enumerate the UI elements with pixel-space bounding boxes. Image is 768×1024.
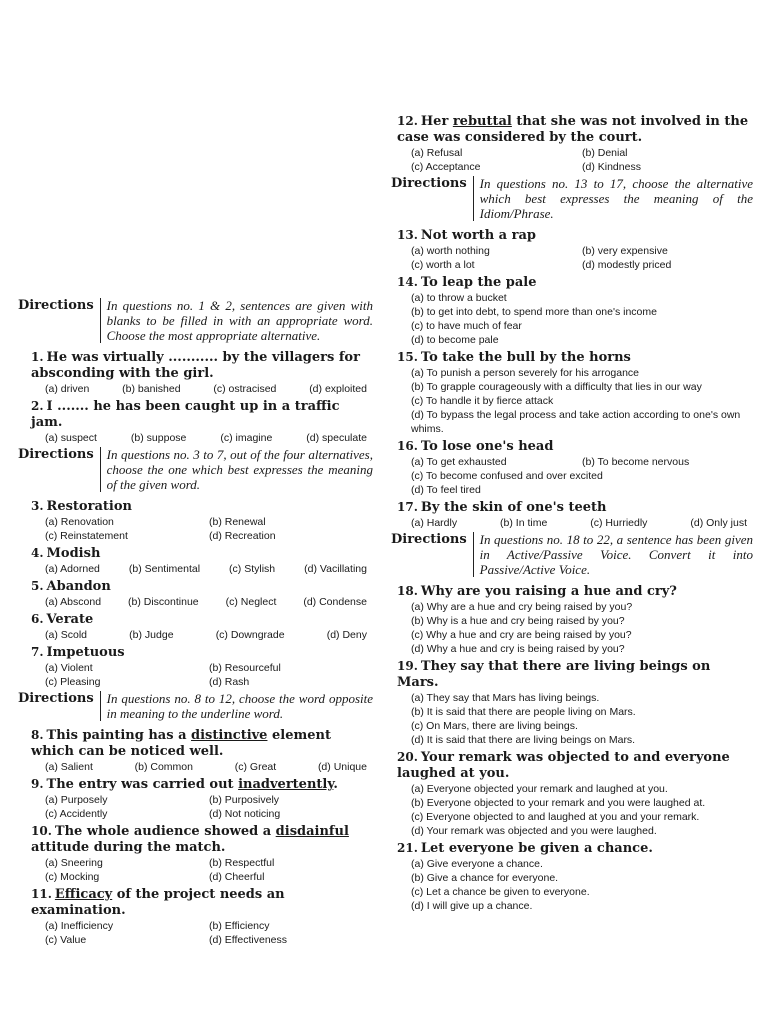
underlined-word: inadvertently (238, 777, 334, 792)
option: (b) Renewal (209, 516, 266, 528)
option: (c) Everyone objected to and laughed at you and your remark. (411, 811, 700, 823)
option: (d) Unique (317, 761, 367, 773)
question-14 (391, 274, 753, 347)
underlined-word: distinctive (191, 728, 268, 743)
directions-1-2 (18, 298, 373, 343)
question-4 (18, 545, 373, 576)
question-18 (391, 583, 753, 656)
directions-18-22 (391, 532, 753, 577)
directions-text: In questions no. 1 & 2, sentences are given with blanks to be filled in with an appropriate word. Choose the most appropriate alternative. (100, 298, 373, 343)
question-7 (18, 644, 373, 689)
question-10 (18, 823, 373, 884)
option: (c) to have much of fear (411, 320, 522, 332)
directions-text: In questions no. 3 to 7, out of the four alternatives, choose the one which best expresses the meaning of the given word. (100, 447, 373, 492)
directions-label: Directions (18, 298, 94, 313)
option: (c) Neglect (225, 596, 277, 608)
question-number: 14. (397, 275, 418, 289)
question-number: 9. (31, 777, 44, 791)
option: (b) suppose (130, 432, 187, 444)
question-number: 3. (31, 499, 44, 513)
option: (d) To feel tired (411, 484, 481, 496)
option: (c) Stylish (229, 563, 276, 575)
question-text: They say that there are living beings on Mars. (397, 659, 711, 690)
option: (d) To bypass the legal process and take action according to one's own whims. (411, 409, 741, 435)
option: (c) worth a lot (411, 259, 475, 271)
option: (b) Purposively (209, 794, 280, 806)
question-6 (18, 611, 373, 642)
left-column (18, 298, 373, 949)
question-15 (391, 349, 753, 436)
option: (d) Deny (326, 629, 367, 641)
option: (c) Why a hue and cry are being raised by you? (411, 629, 632, 641)
option: (c) Mocking (45, 871, 100, 883)
option: (a) to throw a bucket (411, 292, 507, 304)
option: (b) Why is a hue and cry being raised by you? (411, 615, 625, 627)
directions-label: Directions (391, 532, 467, 547)
option: (a) suspect (45, 432, 97, 444)
question-text: Not worth a rap (420, 228, 536, 243)
option: (a) To get exhausted (411, 456, 507, 468)
option: (d) Effectiveness (209, 934, 288, 946)
option: (c) Acceptance (411, 161, 481, 173)
question-text: Your remark was objected to and everyone laughed at you. (397, 750, 730, 781)
directions-text: In questions no. 18 to 22, a sentence has been given in Active/Passive Voice. Convert it into Passive/Active Voice. (473, 532, 753, 577)
option: (b) to get into debt, to spend more than one's income (411, 306, 657, 318)
question-number: 1. (31, 350, 44, 364)
option: (d) Cheerful (209, 871, 265, 883)
option: (a) worth nothing (411, 245, 490, 257)
question-number: 21. (397, 841, 418, 855)
question-3 (18, 498, 373, 543)
question-number: 12. (397, 114, 418, 128)
option: (a) Sneering (45, 857, 103, 869)
option: (b) Everyone objected to your remark and you were laughed at. (411, 797, 706, 809)
question-text: attitude during the match. (31, 840, 226, 855)
option: (a) Violent (45, 662, 93, 674)
option: (a) Salient (45, 761, 93, 773)
option: (d) Your remark was objected and you were laughed. (411, 825, 657, 837)
option: (c) Hurriedly (590, 517, 648, 529)
question-text: By the skin of one's teeth (420, 500, 607, 515)
right-column (391, 113, 753, 915)
directions-label: Directions (18, 447, 94, 462)
question-5 (18, 578, 373, 609)
question-17 (391, 499, 753, 530)
question-number: 5. (31, 579, 44, 593)
question-text: I ....... he has been caught up in a traffic jam. (31, 399, 340, 430)
option: (b) Resourceful (209, 662, 281, 674)
directions-3-7 (18, 447, 373, 492)
option: (c) Great (234, 761, 277, 773)
option: (d) speculate (306, 432, 367, 444)
question-number: 20. (397, 750, 418, 764)
question-2 (18, 398, 373, 445)
question-text: Her (420, 114, 453, 129)
directions-8-12 (18, 691, 373, 721)
option: (d) Why a hue and cry is being raised by you? (411, 643, 625, 655)
question-number: 16. (397, 439, 418, 453)
option: (b) banished (122, 383, 181, 395)
option: (d) Not noticing (209, 808, 281, 820)
option: (c) Pleasing (45, 676, 101, 688)
question-number: 2. (31, 399, 44, 413)
option: (a) Hardly (411, 517, 458, 529)
question-text: To leap the pale (420, 275, 537, 290)
question-text: To take the bull by the horns (420, 350, 631, 365)
option: (a) Refusal (411, 147, 463, 159)
question-number: 10. (31, 824, 52, 838)
option: (c) imagine (220, 432, 273, 444)
option: (c) Reinstatement (45, 530, 128, 542)
question-number: 6. (31, 612, 44, 626)
option: (a) Adorned (45, 563, 100, 575)
question-8 (18, 727, 373, 774)
option: (d) Condense (303, 596, 367, 608)
question-16 (391, 438, 753, 497)
option: (a) Give everyone a chance. (411, 858, 543, 870)
question-20 (391, 749, 753, 838)
option: (b) Sentimental (128, 563, 201, 575)
question-text: Modish (46, 546, 101, 561)
directions-13-17 (391, 176, 753, 221)
option: (b) Judge (129, 629, 174, 641)
question-text: of the project needs an examination. (31, 887, 285, 918)
question-text: He was virtually ........... by the villagers for absconding with the girl. (31, 350, 360, 381)
option: (a) They say that Mars has living beings. (411, 692, 600, 704)
option: (d) exploited (309, 383, 367, 395)
option: (b) In time (500, 517, 548, 529)
question-number: 19. (397, 659, 418, 673)
question-21 (391, 840, 753, 913)
option: (b) To become nervous (582, 456, 690, 468)
option: (c) Value (45, 934, 87, 946)
question-text: The whole audience showed a (54, 824, 276, 839)
option: (c) Accidently (45, 808, 108, 820)
question-19 (391, 658, 753, 747)
question-text: . (333, 777, 338, 792)
question-number: 11. (31, 887, 52, 901)
question-text: Why are you raising a hue and cry? (420, 584, 677, 599)
question-text: element which can be noticed well. (31, 728, 331, 759)
question-11 (18, 886, 373, 947)
option: (b) Discontinue (128, 596, 199, 608)
question-text: Verate (46, 612, 94, 627)
option: (d) Vacillating (304, 563, 367, 575)
option: (a) Inefficiency (45, 920, 114, 932)
question-text: Restoration (46, 499, 132, 514)
question-text: Impetuous (46, 645, 125, 660)
option: (a) To punish a person severely for his arrogance (411, 367, 640, 379)
question-13 (391, 227, 753, 272)
option: (d) Only just (690, 517, 747, 529)
option: (a) driven (45, 383, 90, 395)
option: (d) Recreation (209, 530, 276, 542)
question-text: The entry was carried out (46, 777, 239, 792)
option: (b) Respectful (209, 857, 275, 869)
option: (a) Abscond (45, 596, 102, 608)
question-12 (391, 113, 753, 174)
question-text: Abandon (46, 579, 111, 594)
option: (a) Everyone objected your remark and laughed at you. (411, 783, 668, 795)
question-number: 4. (31, 546, 44, 560)
option: (d) It is said that there are living beings on Mars. (411, 734, 636, 746)
underlined-word: disdainful (275, 824, 349, 839)
underlined-word: Efficacy (54, 887, 113, 902)
option: (c) ostracised (213, 383, 277, 395)
question-text: Let everyone be given a chance. (420, 841, 653, 856)
option: (c) To handle it by fierce attack (411, 395, 554, 407)
option: (d) to become pale (411, 334, 499, 346)
option: (d) Rash (209, 676, 250, 688)
question-number: 18. (397, 584, 418, 598)
option: (a) Purposely (45, 794, 108, 806)
question-number: 8. (31, 728, 44, 742)
option: (a) Renovation (45, 516, 114, 528)
option: (c) On Mars, there are living beings. (411, 720, 578, 732)
option: (c) Let a chance be given to everyone. (411, 886, 590, 898)
option: (d) modestly priced (582, 259, 672, 271)
option: (d) Kindness (582, 161, 641, 173)
option: (b) very expensive (582, 245, 668, 257)
option: (b) It is said that there are people living on Mars. (411, 706, 636, 718)
directions-label: Directions (18, 691, 94, 706)
option: (b) To grapple courageously with a difficulty that lies in our way (411, 381, 702, 393)
question-number: 13. (397, 228, 418, 242)
option: (b) Denial (582, 147, 628, 159)
question-text: To lose one's head (420, 439, 554, 454)
underlined-word: rebuttal (452, 114, 512, 129)
directions-text: In questions no. 8 to 12, choose the word opposite in meaning to the underline word. (100, 691, 373, 721)
question-text: that she was not involved in the case was considered by the court. (397, 114, 749, 145)
option: (c) Downgrade (215, 629, 285, 641)
question-number: 17. (397, 500, 418, 514)
option: (b) Common (134, 761, 193, 773)
directions-label: Directions (391, 176, 467, 191)
question-9 (18, 776, 373, 821)
option: (d) I will give up a chance. (411, 900, 533, 912)
option: (b) Efficiency (209, 920, 270, 932)
question-text: This painting has a (46, 728, 192, 743)
question-1 (18, 349, 373, 396)
option: (a) Scold (45, 629, 88, 641)
option: (a) Why are a hue and cry being raised by you? (411, 601, 633, 613)
option: (b) Give a chance for everyone. (411, 872, 559, 884)
directions-text: In questions no. 13 to 17, choose the alternative which best expresses the meaning of the Idiom/Phrase. (473, 176, 753, 221)
question-number: 15. (397, 350, 418, 364)
option: (c) To become confused and over excited (411, 470, 603, 482)
question-number: 7. (31, 645, 44, 659)
